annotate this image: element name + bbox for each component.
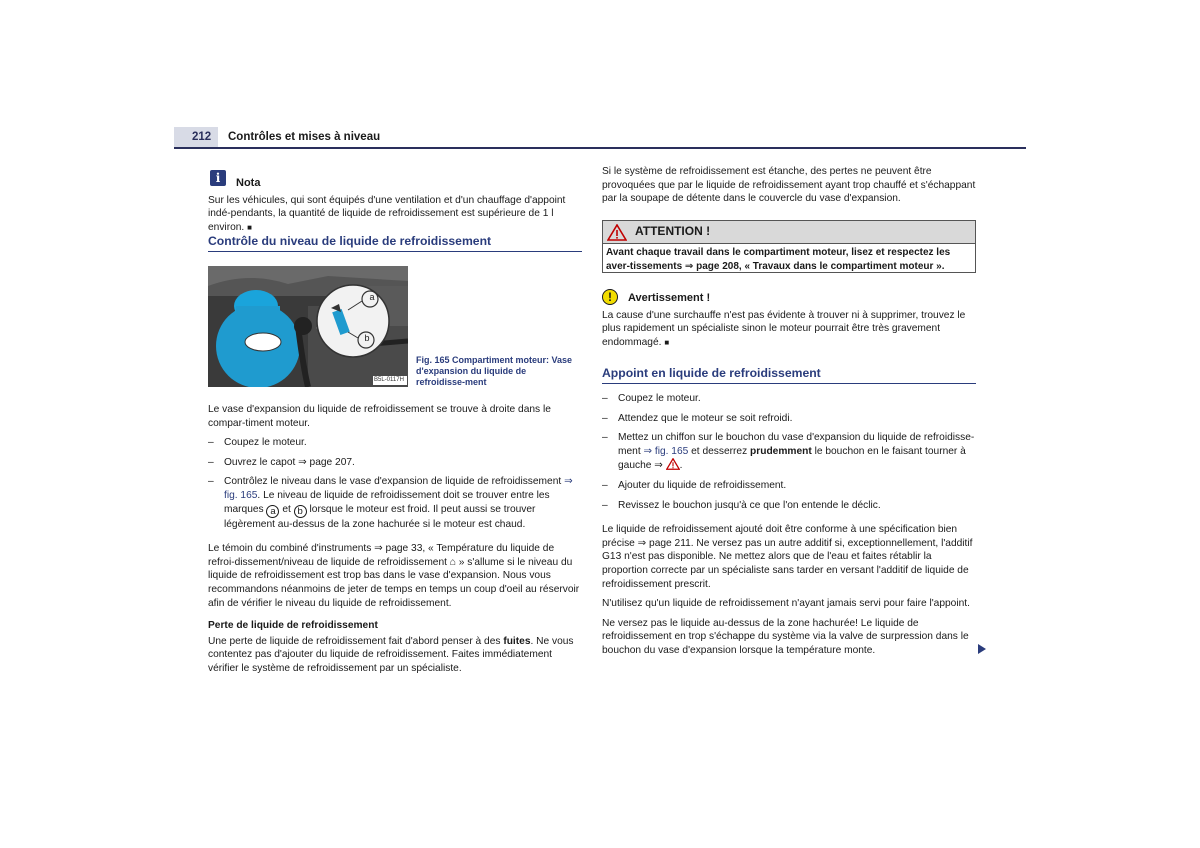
temoin-text: Le témoin du combiné d'instruments ⇒ page 33, « Température du liquide de refroi-dissement/niveau de liquide de refroidissement ⌂ » s'allume si le niveau du liquide de refroidissement est trop bas dans le vase d'expansion. Nous vous recommandons néanmoins de jeter de temps en temps un coup d'oeil au réservoir afin de vérifier le niveau du liquide de refroidissement. — [208, 543, 580, 609]
intro-text: Le vase d'expansion du liquide de refroidissement se trouve à droite dans le compar-timent moteur. — [208, 404, 551, 429]
perte-title: Perte de liquide de refroidissement — [208, 620, 378, 632]
right-body — [602, 392, 976, 658]
list-item: – Contrôlez le niveau dans le vase d'expansion de liquide de refroidissement ⇒ fig. 165. Le niveau de liquide de refroidissement doit se trouver entre les marques a et b lorsque le moteur est froid. Il peut aussi se trouver légèrement au-dessus de la zone hachurée si le moteur est chaud. — [208, 476, 573, 530]
page-number: 212 — [174, 127, 218, 147]
attention-box — [602, 220, 976, 273]
list-item: – Coupez le moteur. — [208, 437, 307, 449]
attention-header — [603, 221, 975, 244]
section-rule — [208, 251, 582, 252]
list-item: – Revissez le bouchon jusqu'à ce que l'on entende le déclic. — [602, 499, 881, 511]
nota-block — [208, 165, 582, 234]
nota-title: Nota — [236, 177, 261, 189]
avertissement-text: La cause d'une surchauffe n'est pas évidente à trouver ni à supprimer, trouvez le plus rapidement un spécialiste sinon le moteur pourrait être très gravement endommagé. ■ — [602, 309, 966, 348]
figure-code: B5L-0117H — [374, 377, 404, 383]
section-appoint — [602, 365, 976, 384]
right-intro — [602, 165, 976, 206]
left-body — [208, 403, 582, 676]
engine-figure — [208, 266, 408, 387]
fig-link[interactable]: ⇒ fig. 165 — [224, 476, 573, 501]
section-controle — [208, 233, 582, 252]
right-intro-text: Si le système de refroidissement est étanche, des pertes ne peuvent être provoquées que par le liquide de refroidissement ayant trop chauffé et s'échappant par la soupape de détente dans le couvercle du vase d'expansion. — [602, 166, 976, 205]
warning-triangle-icon — [666, 458, 680, 470]
figure-label-a: a — [369, 292, 375, 302]
figure-label-b: b — [364, 333, 370, 343]
figure-caption: Fig. 165 Compartiment moteur: Vase d'expansion du liquide de refroidisse-ment — [416, 355, 573, 387]
list-item: – Ajouter du liquide de refroidissement. — [602, 479, 787, 491]
header-rule — [174, 147, 1026, 149]
attention-title: ATTENTION ! — [635, 224, 711, 239]
section-title-appoint: Appoint en liquide de refroidissement — [602, 366, 821, 380]
mark-a: a — [266, 505, 279, 518]
section-rule — [602, 383, 976, 384]
list-item: – Coupez le moteur. — [602, 393, 701, 404]
hachure-text: Ne versez pas le liquide au-dessus de la zone hachurée! Le liquide de refroidissement en trop s'échappe du système via la valve de surpression dans le bouchon du vase d'expansion lorsque la température monte. — [602, 617, 969, 656]
perte-text: Une perte de liquide de refroidissement fait d'abord penser à des fuites. Ne vous contentez pas d'ajouter du liquide de refroidissement. Faites immédiatement vérifier le système de refroidissement par un spécialiste. — [208, 635, 574, 674]
fig-link[interactable]: ⇒ fig. 165 — [643, 445, 689, 457]
mark-b: b — [294, 505, 307, 518]
list-item: – Attendez que le moteur se soit refroidi. — [602, 412, 793, 424]
info-icon: i — [210, 170, 226, 186]
list-item: – Ouvrez le capot ⇒ page 207. — [208, 456, 355, 468]
nota-text: Sur les véhicules, qui sont équipés d'une ventilation et d'un chauffage d'appoint indé-pendants, la quantité de liquide de refroidissement est supérieure de 1 l environ. ■ — [208, 194, 566, 233]
engine-illustration — [208, 266, 408, 387]
appoint-text: N'utilisez qu'un liquide de refroidissement n'ayant jamais servi pour faire l'appoint. — [602, 598, 970, 610]
exclamation-icon: ! — [602, 289, 618, 305]
avertissement-title: Avertissement ! — [628, 292, 711, 304]
list-item: – Mettez un chiffon sur le bouchon du vase d'expansion du liquide de refroidisse-ment ⇒ fig. 165 et desserrez prudemment le bouchon en le faisant tourner à gauche ⇒ . — [602, 432, 975, 472]
avertissement-block — [602, 288, 976, 349]
attention-text: Avant chaque travail dans le compartiment moteur, lisez et respectez les aver-tissements ⇒ page 208, « Travaux dans le compartiment moteur ». — [606, 247, 951, 272]
page-header-title: Contrôles et mises à niveau — [228, 131, 381, 143]
next-page-arrow-icon — [978, 644, 986, 654]
warning-triangle-icon — [607, 224, 627, 241]
section-title-controle: Contrôle du niveau de liquide de refroidissement — [208, 234, 492, 248]
spec-text: Le liquide de refroidissement ajouté doit être conforme à une spécification bien précise ⇒ page 211. Ne versez pas un autre additif si, exceptionnellement, l'additif G13 n'est pas disponible. Ne mettez alors que de l'eau et faites rétablir la proportion correcte par un spécialiste sans tarder en versant l'additif de liquide de refroidissement prescrit. — [602, 524, 973, 590]
